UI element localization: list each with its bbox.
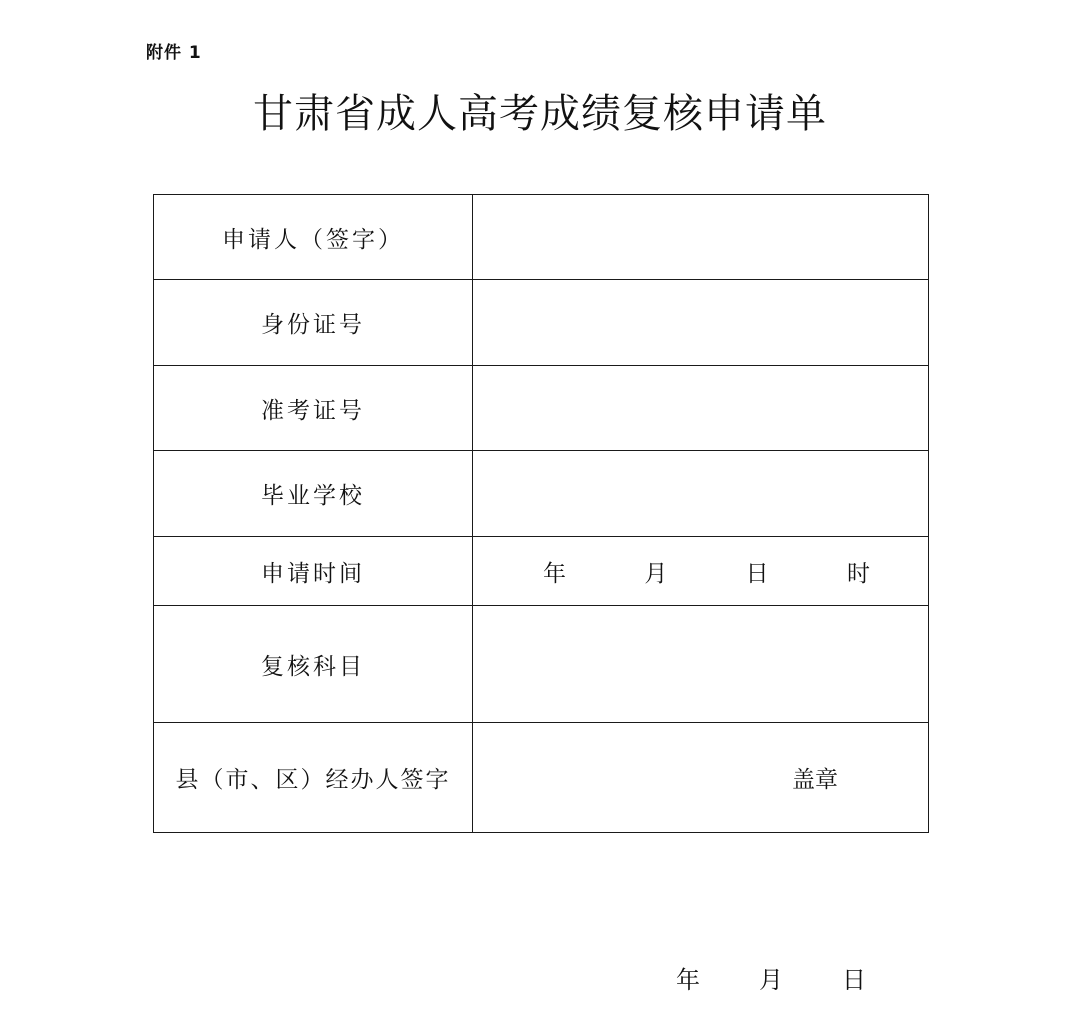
footer-year-label: 年 <box>676 966 700 994</box>
form-row-id-number <box>154 280 929 366</box>
time-month-label: 月 <box>644 560 668 587</box>
form-row-review-subject <box>154 606 929 723</box>
footer-month-label: 月 <box>759 966 783 994</box>
time-year-label: 年 <box>543 560 566 587</box>
admission-ticket-label: 准考证号 <box>154 366 473 451</box>
admission-ticket-field[interactable] <box>473 366 929 451</box>
footer-day-label: 日 <box>842 966 866 994</box>
application-time-field[interactable] <box>473 537 929 606</box>
time-hour-label: 时 <box>846 560 870 587</box>
review-subject-field[interactable] <box>473 606 929 723</box>
review-application-form <box>153 194 929 833</box>
applicant-signature-label: 申请人（签字） <box>154 195 473 280</box>
form-row-graduation-school <box>154 451 929 537</box>
id-number-field[interactable] <box>473 280 929 366</box>
review-subject-label: 复核科目 <box>154 606 473 723</box>
id-number-label: 身份证号 <box>154 280 473 366</box>
form-row-officer-signature <box>154 723 929 833</box>
time-day-label: 日 <box>745 560 769 587</box>
document-title: 甘肃省成人高考成绩复核申请单 <box>253 91 827 137</box>
form-row-applicant-signature <box>154 195 929 280</box>
application-time-label: 申请时间 <box>154 537 473 606</box>
officer-signature-label: 县（市、区）经办人签字 <box>154 723 473 833</box>
footer-date <box>676 960 866 995</box>
graduation-school-label: 毕业学校 <box>154 451 473 537</box>
form-row-application-time <box>154 537 929 606</box>
graduation-school-field[interactable] <box>473 451 929 537</box>
form-row-admission-ticket <box>154 366 929 451</box>
attachment-label: 附件 1 <box>146 43 202 63</box>
seal-label: 盖章 <box>792 767 838 793</box>
officer-signature-field[interactable] <box>473 723 929 833</box>
applicant-signature-field[interactable] <box>473 195 929 280</box>
